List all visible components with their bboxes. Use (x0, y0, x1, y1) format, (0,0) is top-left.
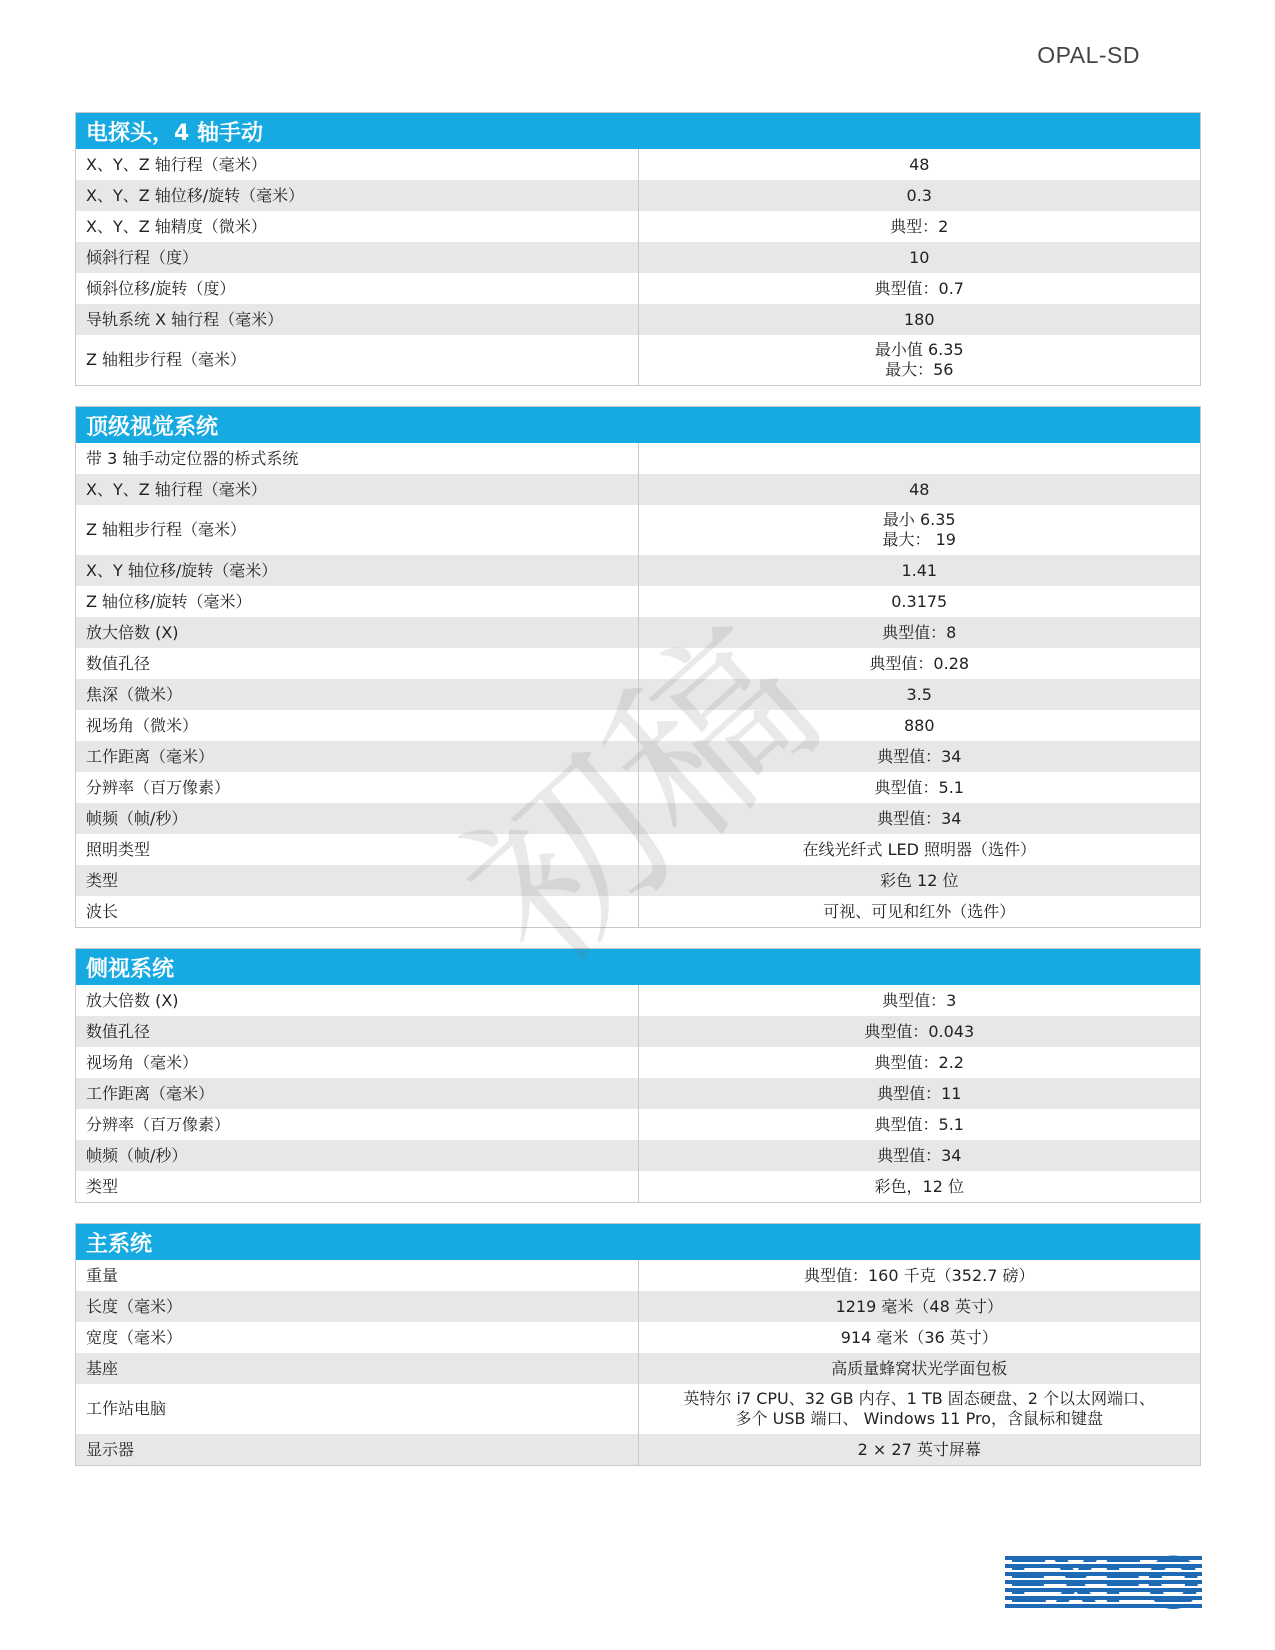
spec-value (638, 505, 1201, 555)
spec-row (76, 679, 1201, 710)
spec-value (638, 180, 1201, 211)
spec-value (638, 1384, 1201, 1434)
spec-value-line: 0.3175 (891, 591, 948, 611)
spec-value (638, 1047, 1201, 1078)
spec-value (638, 1016, 1201, 1047)
spec-value-line: 914 毫米（36 英寸） (840, 1327, 998, 1347)
spec-row (76, 1109, 1201, 1140)
spec-label: 基座 (76, 1353, 639, 1384)
spec-row (76, 304, 1201, 335)
spec-value (638, 1434, 1201, 1466)
spec-value-line: 2 × 27 英寸屏幕 (857, 1439, 981, 1459)
spec-row (76, 741, 1201, 772)
spec-value-line: 1.41 (901, 560, 938, 580)
spec-label: 宽度（毫米） (76, 1322, 639, 1353)
spec-row (76, 474, 1201, 505)
spec-value-line-2: 最大： 19 (882, 530, 956, 549)
spec-value-line: 典型值：2.2 (874, 1052, 964, 1072)
spec-value (638, 679, 1201, 710)
spec-label: 帧频（帧/秒） (76, 803, 639, 834)
spec-label: 类型 (76, 1171, 639, 1203)
spec-value (638, 896, 1201, 928)
spec-row (76, 273, 1201, 304)
spec-value-line: 典型值：0.043 (864, 1021, 975, 1041)
spec-value (638, 149, 1201, 180)
spec-row (76, 1291, 1201, 1322)
spec-value (638, 617, 1201, 648)
spec-label: 数值孔径 (76, 1016, 639, 1047)
spec-row (76, 443, 1201, 474)
spec-value (638, 304, 1201, 335)
spec-value (638, 474, 1201, 505)
spec-value-line: 180 (903, 309, 935, 329)
spec-row (76, 335, 1201, 386)
spec-row (76, 1171, 1201, 1203)
spec-value (638, 710, 1201, 741)
spec-row (76, 1384, 1201, 1434)
spec-label: 长度（毫米） (76, 1291, 639, 1322)
spec-label: 类型 (76, 865, 639, 896)
spec-label: 数值孔径 (76, 648, 639, 679)
spec-value (638, 985, 1201, 1016)
spec-section-4 (75, 1223, 1201, 1466)
spec-value (638, 1353, 1201, 1384)
spec-label: Z 轴粗步行程（毫米） (76, 505, 639, 555)
spec-row (76, 149, 1201, 180)
spec-label: 视场角（微米） (76, 710, 639, 741)
spec-label: 工作距离（毫米） (76, 1078, 639, 1109)
spec-value (638, 865, 1201, 896)
section-title: 电探头，4 轴手动 (76, 113, 1201, 150)
spec-value-line: 典型值：34 (877, 808, 962, 828)
spec-label: 分辨率（百万像素） (76, 772, 639, 803)
spec-value (638, 1078, 1201, 1109)
spec-label: 波长 (76, 896, 639, 928)
spec-value-line: 彩色，12 位 (874, 1176, 964, 1196)
spec-value-line: 典型值：0.7 (874, 278, 964, 298)
spec-label: 分辨率（百万像素） (76, 1109, 639, 1140)
spec-value (638, 1109, 1201, 1140)
spec-value-line: 48 (909, 154, 930, 174)
spec-value-line: 10 (909, 247, 930, 267)
spec-row (76, 710, 1201, 741)
spec-value-line: 典型：2 (890, 216, 949, 236)
spec-value-line: 0.3 (906, 185, 932, 205)
spec-label: X、Y、Z 轴行程（毫米） (76, 474, 639, 505)
spec-value-line: 典型值：160 千克（352.7 磅） (803, 1265, 1035, 1285)
spec-value-line: 可视、可见和红外（选件） (823, 901, 1016, 921)
spec-value-line: 典型值：8 (882, 622, 957, 642)
spec-row (76, 1353, 1201, 1384)
spec-section-3 (75, 948, 1201, 1203)
spec-value-line: 典型值：3 (882, 990, 957, 1010)
spec-row (76, 555, 1201, 586)
spec-label: X、Y、Z 轴精度（微米） (76, 211, 639, 242)
spec-value-line: 典型值：5.1 (874, 777, 964, 797)
spec-value (638, 772, 1201, 803)
spec-value-line: 在线光纤式 LED 照明器（选件） (802, 839, 1037, 859)
spec-row (76, 1260, 1201, 1291)
spec-row (76, 1047, 1201, 1078)
spec-row (76, 211, 1201, 242)
spec-value (638, 273, 1201, 304)
spec-row (76, 865, 1201, 896)
spec-row (76, 586, 1201, 617)
spec-value-line: 典型值：5.1 (874, 1114, 964, 1134)
spec-value-line: 48 (909, 479, 930, 499)
spec-row (76, 1140, 1201, 1171)
spec-label: 视场角（毫米） (76, 1047, 639, 1078)
spec-row (76, 1322, 1201, 1353)
spec-row (76, 242, 1201, 273)
spec-value (638, 1322, 1201, 1353)
spec-label: X、Y 轴位移/旋转（毫米） (76, 555, 639, 586)
spec-label: Z 轴位移/旋转（毫米） (76, 586, 639, 617)
spec-value (638, 834, 1201, 865)
spec-value (638, 443, 1201, 474)
spec-value (638, 648, 1201, 679)
spec-label: 工作站电脑 (76, 1384, 639, 1434)
spec-row (76, 896, 1201, 928)
spec-label: 帧频（帧/秒） (76, 1140, 639, 1171)
spec-value (638, 555, 1201, 586)
spec-label: 带 3 轴手动定位器的桥式系统 (76, 443, 639, 474)
spec-label: 重量 (76, 1260, 639, 1291)
spec-label: 工作距离（毫米） (76, 741, 639, 772)
spec-row (76, 617, 1201, 648)
spec-label: 焦深（微米） (76, 679, 639, 710)
spec-label: 照明类型 (76, 834, 639, 865)
spec-row (76, 1078, 1201, 1109)
spec-row (76, 834, 1201, 865)
spec-label: 放大倍数 (X) (76, 617, 639, 648)
spec-label: 放大倍数 (X) (76, 985, 639, 1016)
spec-value-line: 彩色 12 位 (879, 870, 959, 890)
spec-value (638, 586, 1201, 617)
spec-label: X、Y、Z 轴位移/旋转（毫米） (76, 180, 639, 211)
spec-row (76, 803, 1201, 834)
spec-row (76, 505, 1201, 555)
spec-value (638, 1171, 1201, 1203)
spec-value-line: 880 (903, 715, 935, 735)
spec-section-2 (75, 406, 1201, 928)
spec-label: Z 轴粗步行程（毫米） (76, 335, 639, 386)
section-title: 主系统 (76, 1224, 1201, 1261)
spec-value-line: 典型值：34 (877, 1145, 962, 1165)
spec-row (76, 180, 1201, 211)
spec-value-line: 3.5 (906, 684, 932, 704)
exfo-logo (1005, 1550, 1202, 1610)
spec-label: 显示器 (76, 1434, 639, 1466)
spec-value-line: 典型值：11 (877, 1083, 962, 1103)
spec-value-line: 最小 6.35 (882, 510, 956, 529)
spec-value-line: 1219 毫米（48 英寸） (835, 1296, 1003, 1316)
spec-row (76, 648, 1201, 679)
spec-value (638, 335, 1201, 386)
spec-sections (75, 112, 1201, 1486)
draft-watermark: 初稿 (425, 589, 856, 1008)
spec-label: 倾斜行程（度） (76, 242, 639, 273)
spec-section-1 (75, 112, 1201, 386)
spec-value-line: 典型值：0.28 (869, 653, 970, 673)
spec-row (76, 772, 1201, 803)
spec-label: X、Y、Z 轴行程（毫米） (76, 149, 639, 180)
spec-value (638, 211, 1201, 242)
spec-value (638, 1260, 1201, 1291)
section-title: 侧视系统 (76, 949, 1201, 986)
spec-value-line: 最小值 6.35 (874, 340, 964, 359)
spec-label: 倾斜位移/旋转（度） (76, 273, 639, 304)
spec-value-line-2: 最大：56 (885, 360, 954, 379)
spec-value-line: 英特尔 i7 CPU、32 GB 内存、1 TB 固态硬盘、2 个以太网端口、 (683, 1389, 1156, 1408)
spec-value (638, 1140, 1201, 1171)
section-title: 顶级视觉系统 (76, 407, 1201, 444)
spec-value (638, 803, 1201, 834)
spec-row (76, 1434, 1201, 1466)
spec-value-line: 高质量蜂窝状光学面包板 (831, 1358, 1008, 1378)
spec-value-line: 典型值：34 (877, 746, 962, 766)
spec-value (638, 1291, 1201, 1322)
spec-value (638, 741, 1201, 772)
spec-label: 导轨系统 X 轴行程（毫米） (76, 304, 639, 335)
spec-value-line-2: 多个 USB 端口、 Windows 11 Pro，含鼠标和键盘 (735, 1409, 1103, 1428)
spec-row (76, 985, 1201, 1016)
spec-row (76, 1016, 1201, 1047)
spec-value (638, 242, 1201, 273)
document-id: OPAL-SD (1037, 42, 1140, 68)
